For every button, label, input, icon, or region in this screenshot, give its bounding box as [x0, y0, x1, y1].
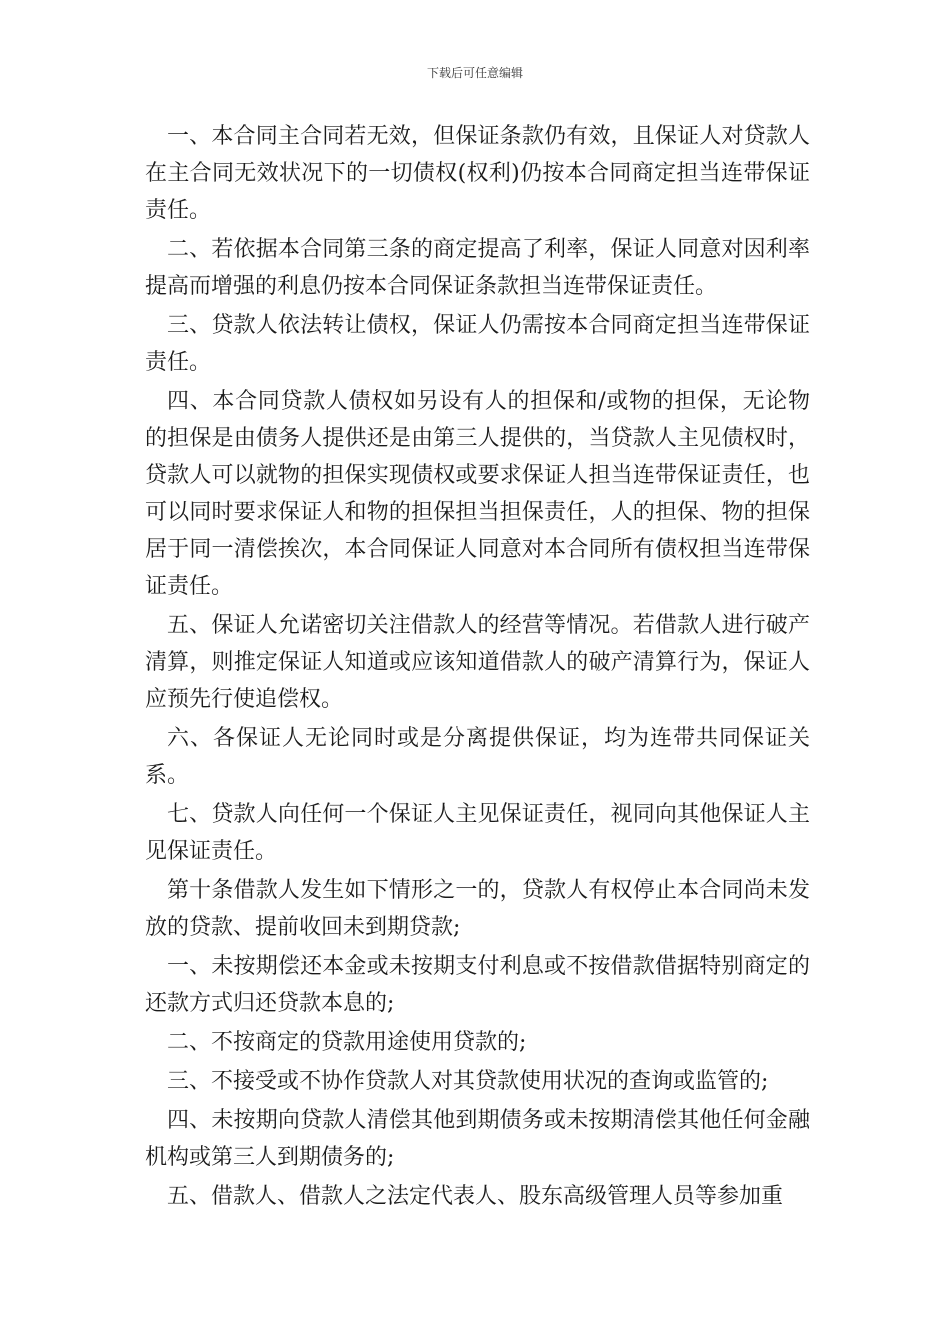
paragraph-11: 三、不接受或不协作贷款人对其贷款使用状况的查询或监管的; [167, 1069, 769, 1094]
paragraph-1: 一、本合同主合同若无效，但保证条款仍有效，且保证人对贷款人在主合同无效状况下的一切债权(权利)仍按本合同商定担当连带保证责任。 [145, 124, 810, 223]
paragraph-9: 一、未按期偿还本金或未按期支付利息或不按借款借据特别商定的还款方式归还贷款本息的; [145, 954, 810, 1016]
paragraph-5: 五、保证人允诺密切关注借款人的经营等情况。若借款人进行破产清算，则推定保证人知道或应该知道借款人的破产清算行为，保证人应预先行使追偿权。 [145, 613, 810, 712]
paragraph-8: 第十条借款人发生如下情形之一的，贷款人有权停止本合同尚未发放的贷款、提前收回未到期贷款; [145, 878, 810, 940]
paragraph-12: 四、未按期向贷款人清偿其他到期债务或未按期清偿其他任何金融机构或第三人到期债务的; [145, 1108, 810, 1170]
page-header: 下载后可任意编辑 [426, 66, 523, 80]
paragraph-10: 二、不按商定的贷款用途使用贷款的; [167, 1030, 527, 1055]
paragraph-7: 七、贷款人向任何一个保证人主见保证责任，视同向其他保证人主见保证责任。 [145, 802, 810, 864]
paragraph-4: 四、本合同贷款人债权如另设有人的担保和/或物的担保，无论物的担保是由债务人提供还是由第三人提供的，当贷款人主见债权时，贷款人可以就物的担保实现债权或要求保证人担当连带保证责任，也可以同时要求保证人和物的担保担当担保责任，人的担保、物的担保居于同一清偿挨次，本合同保证人同意对本合同所有债权担当连带保证责任。 [145, 389, 810, 599]
document-body [145, 118, 810, 1217]
paragraph-3: 三、贷款人依法转让债权，保证人仍需按本合同商定担当连带保证责任。 [145, 313, 810, 375]
paragraph-13: 五、借款人、借款人之法定代表人、股东高级管理人员等参加重 [167, 1184, 784, 1209]
paragraph-6: 六、各保证人无论同时或是分离提供保证，均为连带共同保证关系。 [145, 726, 810, 788]
paragraph-2: 二、若依据本合同第三条的商定提高了利率，保证人同意对因利率提高而增强的利息仍按本合同保证条款担当连带保证责任。 [145, 237, 810, 299]
